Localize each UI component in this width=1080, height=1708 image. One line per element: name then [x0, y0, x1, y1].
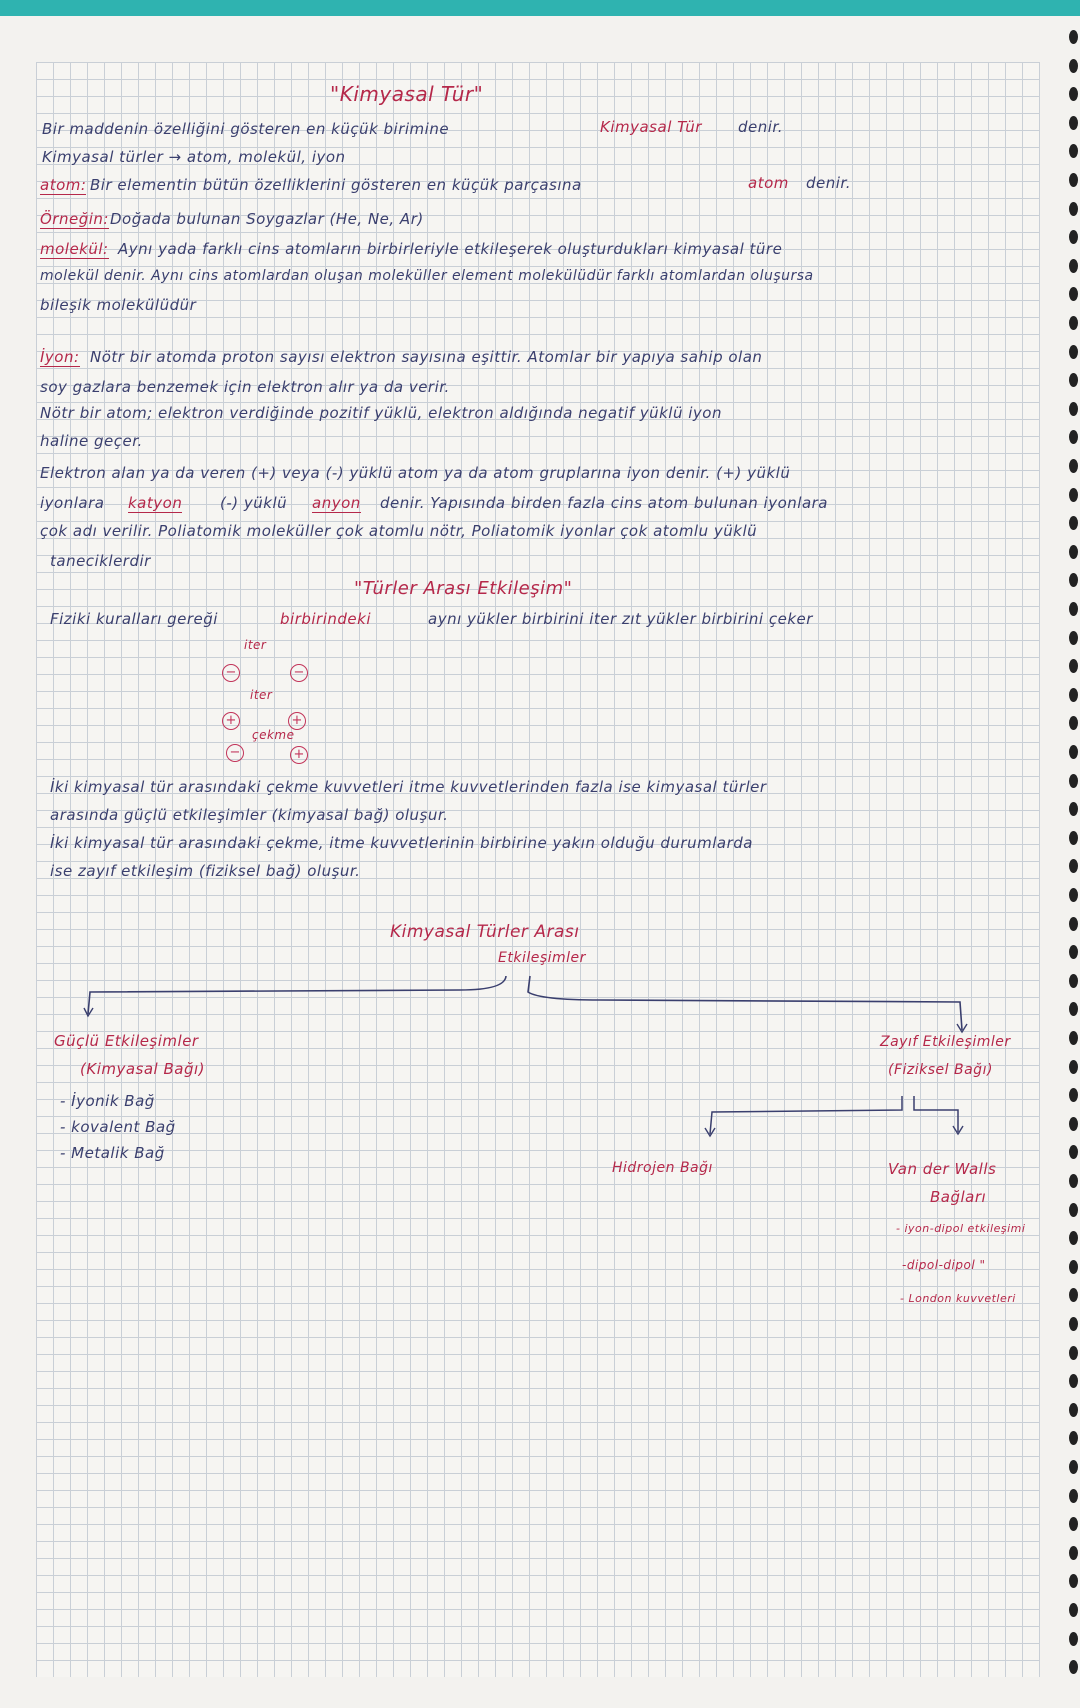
text-line: birbirindeki	[280, 610, 371, 628]
term-ion: İyon:	[40, 348, 80, 366]
text-line: İki kimyasal tür arasındaki çekme, itme kuvvetlerinin birbirine yakın olduğu durumlarda	[50, 834, 753, 852]
plus-charge-icon: +	[290, 746, 308, 764]
term-cation: katyon	[128, 494, 183, 512]
page-title: "Kimyasal Tür"	[330, 82, 484, 106]
section-title: "Türler Arası Etkileşim"	[354, 578, 573, 599]
term-example: Örneğin:	[40, 210, 109, 228]
text-line: arasında güçlü etkileşimler (kimyasal bağ) oluşur.	[50, 806, 449, 824]
text-line: molekül denir. Aynı cins atomlardan oluşan moleküller element molekülüdür farklı atomlardan oluşursa	[40, 268, 814, 284]
minus-charge-icon: −	[290, 664, 308, 682]
term-anion: anyon	[312, 494, 361, 512]
highlight-term: atom	[748, 174, 789, 192]
text-line: taneciklerdir	[50, 552, 151, 570]
plus-charge-icon: +	[222, 712, 240, 730]
strong-interactions-sub: (Kimyasal Bağı)	[80, 1060, 206, 1078]
label-repel: iter	[250, 688, 273, 702]
plus-charge-icon: +	[288, 712, 306, 730]
text-line: Bir maddenin özelliğini gösteren en küçük birimine	[42, 120, 450, 138]
vdw-label-line2: Bağları	[930, 1188, 987, 1206]
minus-charge-icon: −	[226, 744, 244, 762]
text-line: (-) yüklü	[220, 494, 288, 512]
text-line: Nötr bir atomda proton sayısı elektron sayısına eşittir. Atomlar bir yapıya sahip olan	[90, 348, 763, 366]
list-item: - Metalik Bağ	[60, 1144, 165, 1162]
text-line: iyonlara	[40, 494, 105, 512]
text-line: Doğada bulunan Soygazlar (He, Ne, Ar)	[110, 210, 424, 228]
text-line: Nötr bir atom; elektron verdiğinde pozitif yüklü, elektron aldığında negatif yüklü iyon	[40, 404, 722, 422]
weak-interactions-sub: (Fiziksel Bağı)	[888, 1062, 993, 1078]
text-line: İki kimyasal tür arasındaki çekme kuvvetleri itme kuvvetlerinden fazla ise kimyasal türler	[50, 778, 767, 796]
hydrogen-bond-label: Hidrojen Bağı	[612, 1160, 713, 1176]
text-line: denir.	[738, 118, 783, 136]
text-line: soy gazlara benzemek için elektron alır ya da verir.	[40, 378, 450, 396]
text-line: Elektron alan ya da veren (+) veya (-) yüklü atom ya da atom gruplarına iyon denir. (+) yüklü	[40, 464, 791, 482]
list-item: - iyon-dipol etkileşimi	[896, 1222, 1026, 1235]
minus-charge-icon: −	[222, 664, 240, 682]
text-line: Kimyasal türler → atom, molekül, iyon	[42, 148, 346, 166]
text-line: Aynı yada farklı cins atomların birbirleriyle etkileşerek oluşturdukları kimyasal türe	[118, 240, 783, 258]
term-molecule: molekül:	[40, 240, 109, 258]
text-line: çok adı verilir. Poliatomik moleküller çok atomlu nötr, Poliatomik iyonlar çok atomlu yüklü	[40, 522, 758, 540]
diagram-root-line2: Etkileşimler	[498, 950, 586, 966]
text-line: denir.	[806, 174, 851, 192]
list-item: - kovalent Bağ	[60, 1118, 176, 1136]
diagram-root-line1: Kimyasal Türler Arası	[390, 922, 580, 942]
text-line: aynı yükler birbirini iter zıt yükler birbirini çeker	[428, 610, 813, 628]
term-atom: atom:	[40, 176, 87, 194]
text-line: haline geçer.	[40, 432, 143, 450]
list-item: - İyonik Bağ	[60, 1092, 155, 1110]
list-item: - London kuvvetleri	[900, 1292, 1016, 1305]
text-line: Bir elementin bütün özelliklerini gösteren en küçük parçasına	[90, 176, 582, 194]
label-repel: iter	[244, 638, 267, 652]
vdw-label-line1: Van der Walls	[888, 1160, 997, 1178]
text-line: denir. Yapısında birden fazla cins atom bulunan iyonlara	[380, 494, 828, 512]
text-line: Fiziki kuralları gereği	[50, 610, 218, 628]
label-attract: çekme	[252, 728, 295, 742]
highlight-term: Kimyasal Tür	[600, 118, 702, 136]
weak-interactions-title: Zayıf Etkileşimler	[880, 1034, 1011, 1050]
text-line: bileşik molekülüdür	[40, 296, 197, 314]
text-line: ise zayıf etkileşim (fiziksel bağ) oluşur.	[50, 862, 361, 880]
list-item: -dipol-dipol "	[902, 1258, 986, 1272]
strong-interactions-title: Güçlü Etkileşimler	[54, 1032, 199, 1050]
